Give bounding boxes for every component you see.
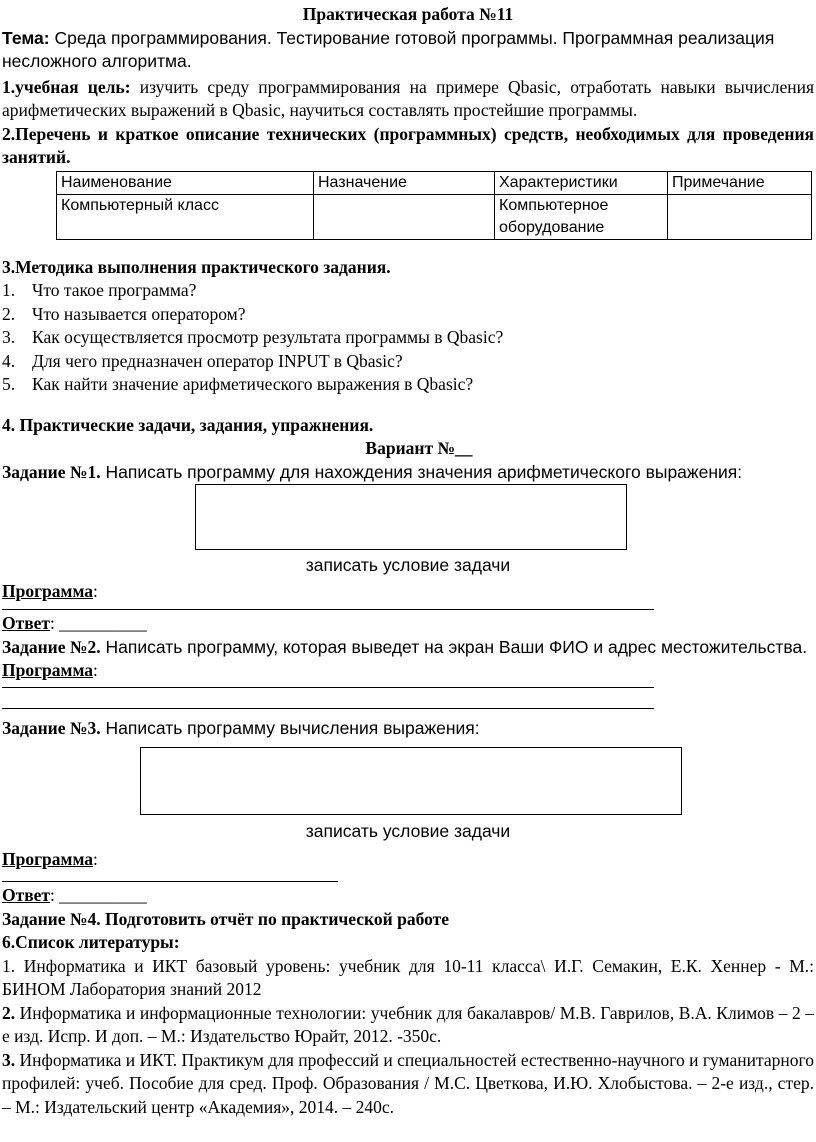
variant-text: Вариант №__ xyxy=(365,438,473,458)
task-4-text: Задание №4. Подготовить отчёт по практической работе xyxy=(2,908,449,929)
task-1-paragraph xyxy=(2,461,814,485)
tools-table xyxy=(56,171,812,240)
task-3-program-line xyxy=(2,848,814,872)
reference-item xyxy=(2,955,814,1002)
variant-heading xyxy=(2,437,814,461)
program-label: Программа xyxy=(2,848,93,869)
task-3-label: Задание №3. xyxy=(2,717,101,738)
list-item-number: 3. xyxy=(2,327,16,347)
reference-number: 2. xyxy=(2,1002,16,1023)
list-item-number: 2. xyxy=(2,303,16,324)
reference-text: Информатика и ИКТ. Практикум для профессий и специальностей естественно-научного и гуманитарного профилей: учеб. Пособие для сред. Проф. Образования / М.С. Цветкова, И.Ю. Хлобыстова. – 2-е изд., стер. – М.: Издательский центр «Академия», 2014. – 240с. xyxy=(2,1049,814,1117)
task-4-heading xyxy=(2,908,814,932)
task-3-box-caption: записать условие задачи xyxy=(305,821,511,841)
task-3-answer-line xyxy=(2,884,814,908)
reference-number: 1. xyxy=(2,955,16,976)
task-2-paragraph xyxy=(2,636,814,660)
list-item-number: 5. xyxy=(2,374,16,394)
task-1-box-caption: записать условие задачи xyxy=(305,555,511,575)
program-label: Программа xyxy=(2,660,93,680)
reference-text: Информатика и информационные технологии: учебник для бакалавров/ М.В. Гаврилов, В.А. Климов – 2 –е изд. Испр. И доп. – М.: Издательство Юрайт, 2012. -350с. xyxy=(2,1002,814,1046)
tools-table-header-row xyxy=(57,171,812,194)
list-item xyxy=(2,279,814,303)
task-3-paragraph xyxy=(2,717,814,741)
table-cell xyxy=(668,194,812,239)
answer-line[interactable] xyxy=(2,688,654,709)
task-3-condition-box[interactable] xyxy=(140,747,682,815)
answer-line[interactable] xyxy=(2,871,338,882)
topic-text: Среда программирования. Тестирование готовой программы. Программная реализация несложного алгоритма. xyxy=(2,27,775,71)
task-2-program-line xyxy=(2,659,814,683)
list-item xyxy=(2,326,814,350)
table-header-cell: Характеристики xyxy=(495,171,668,194)
task-1-condition-box[interactable] xyxy=(195,484,627,550)
list-item xyxy=(2,303,814,327)
task-1-text: Написать программу для нахождения значения арифметического выражения: xyxy=(100,461,743,482)
section-3-text: 3.Методика выполнения практического задания. xyxy=(2,256,391,277)
list-item-number: 4. xyxy=(2,350,16,371)
task-1-label: Задание №1. xyxy=(2,461,101,482)
section-3-heading xyxy=(2,256,814,280)
answer-label: Ответ xyxy=(2,885,51,905)
topic-paragraph xyxy=(2,27,814,74)
questions-list xyxy=(2,279,814,397)
colon: : xyxy=(93,580,98,601)
section-2-text: 2.Перечень и краткое описание технических (программных) средств, необходимых для проведения занятий. xyxy=(2,123,814,167)
list-item-text: Как осуществляется просмотр результата программы в Qbasic? xyxy=(32,327,504,347)
task-3-text: Написать программу вычисления выражения: xyxy=(100,717,480,738)
table-header-cell: Наименование xyxy=(57,171,314,194)
list-item-number: 1. xyxy=(2,280,16,300)
list-item-text: Что такое программа? xyxy=(32,280,197,300)
colon: : xyxy=(93,848,98,869)
document-title: Практическая работа №11 xyxy=(302,4,514,24)
reference-number: 3. xyxy=(2,1049,16,1070)
answer-label: Ответ xyxy=(2,613,51,633)
program-label: Программа xyxy=(2,580,93,601)
section-2-heading xyxy=(2,123,814,170)
colon: : xyxy=(93,660,98,680)
tools-table-row xyxy=(57,194,812,239)
task-1-program-line xyxy=(2,580,814,604)
task-2-label: Задание №2. xyxy=(2,636,101,657)
topic-label: Тема: xyxy=(2,27,50,48)
reference-item xyxy=(2,1002,814,1049)
goal-label: 1.учебная цель: xyxy=(2,76,131,97)
answer-line[interactable] xyxy=(2,603,654,610)
section-4-heading xyxy=(2,414,814,438)
list-item xyxy=(2,373,814,397)
section-4-text: 4. Практические задачи, задания, упражнения. xyxy=(2,414,374,435)
answer-blank: : __________ xyxy=(50,885,147,905)
reference-item xyxy=(2,1049,814,1120)
section-6-text: 6.Список литературы: xyxy=(2,932,180,952)
table-cell xyxy=(314,194,495,239)
table-cell: Компьютерное оборудование xyxy=(495,194,668,239)
list-item-text: Для чего предназначен оператор INPUT в Qbasic? xyxy=(32,350,403,371)
goal-paragraph xyxy=(2,76,814,123)
table-header-cell: Назначение xyxy=(314,171,495,194)
goal-text: изучить среду программирования на примере Qbasic, отработать навыки вычисления арифметических выражений в Qbasic, научиться составлять простейшие программы. xyxy=(2,76,814,120)
table-cell: Компьютерный класс xyxy=(57,194,314,239)
table-header-cell: Примечание xyxy=(668,171,812,194)
task-1-answer-line xyxy=(2,612,814,636)
reference-text: Информатика и ИКТ базовый уровень: учебник для 10-11 класса\ И.Г. Семакин, Е.К. Хеннер - М.: БИНОМ Лаборатория знаний 2012 xyxy=(2,955,814,999)
section-6-heading xyxy=(2,931,814,955)
list-item-text: Что называется оператором? xyxy=(32,303,246,324)
list-item xyxy=(2,350,814,374)
answer-blank: : __________ xyxy=(50,613,147,633)
task-2-text: Написать программу, которая выведет на экран Ваши ФИО и адрес местожительства. xyxy=(100,636,808,657)
list-item-text: Как найти значение арифметического выражения в Qbasic? xyxy=(32,374,474,394)
